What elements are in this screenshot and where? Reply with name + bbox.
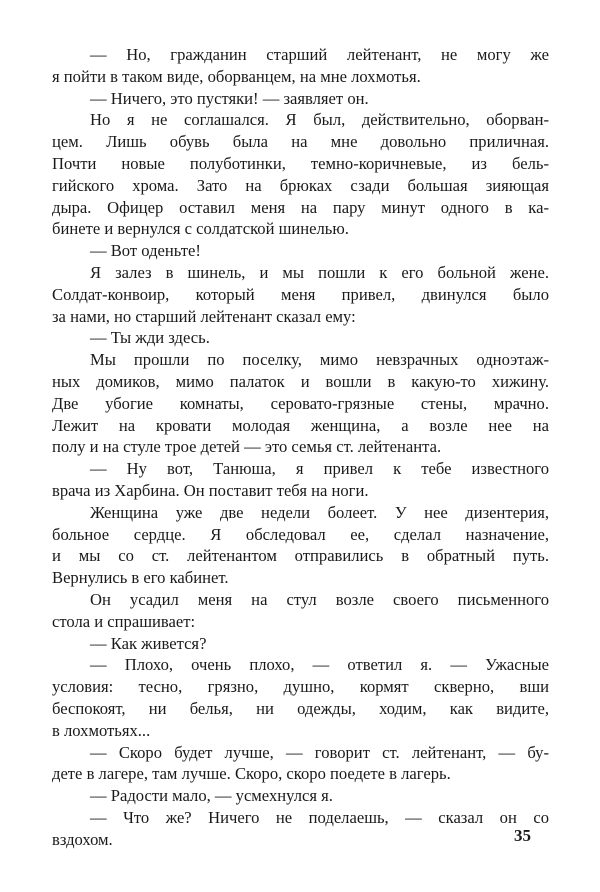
body-text bbox=[52, 44, 549, 850]
text-line: Женщина уже две недели болеет. У нее дизентерия, bbox=[90, 502, 549, 522]
text-line: дыра. Офицер оставил меня на пару минут одного в ка- bbox=[52, 197, 549, 217]
text-line: — Плохо, очень плохо, — ответил я. — Ужасные bbox=[90, 655, 549, 675]
text-line: больное сердце. Я обследовал ее, сделал назначение, bbox=[52, 524, 549, 544]
text-line: я пойти в таком виде, оборванцем, на мне лохмотья. bbox=[52, 66, 421, 86]
text-line: Он усадил меня на стул возле своего письменного bbox=[90, 589, 549, 609]
text-line: за нами, но старший лейтенант сказал ему: bbox=[52, 306, 356, 326]
text-line: и мы со ст. лейтенантом отправились в обратный путь. bbox=[52, 546, 549, 566]
text-line: Я залез в шинель, и мы пошли к его больной жене. bbox=[90, 262, 549, 282]
text-line: — Ничего, это пустяки! — заявляет он. bbox=[90, 88, 369, 108]
text-line: — Что же? Ничего не поделаешь, — сказал он со bbox=[90, 807, 549, 827]
text-line: цем. Лишь обувь была на мне довольно приличная. bbox=[52, 132, 549, 152]
text-line: — Скоро будет лучше, — говорит ст. лейтенант, — бу- bbox=[90, 742, 549, 762]
text-line: Две убогие комнаты, серовато-грязные стены, мрачно. bbox=[52, 393, 549, 413]
text-line: — Ну вот, Танюша, я привел к тебе известного bbox=[90, 459, 549, 479]
text-line: стола и спрашивает: bbox=[52, 611, 196, 631]
text-line: врача из Харбина. Он поставит тебя на ноги. bbox=[52, 480, 369, 500]
text-line: — Как живется? bbox=[90, 633, 207, 653]
text-line: Вернулись в его кабинет. bbox=[52, 568, 229, 588]
text-line: Но я не соглашался. Я был, действительно, оборван- bbox=[90, 110, 549, 130]
text-line: дете в лагере, там лучше. Скоро, скоро поедете в лагерь. bbox=[52, 764, 451, 784]
text-line: полу и на стуле трое детей — это семья ст. лейтенанта. bbox=[52, 437, 442, 457]
text-line: — Ты жди здесь. bbox=[90, 328, 210, 348]
text-line: — Вот оденьте! bbox=[90, 241, 201, 261]
text-line: в лохмотьях... bbox=[52, 720, 151, 740]
text-line: — Радости мало, — усмехнулся я. bbox=[90, 786, 333, 806]
text-line: Лежит на кровати молодая женщина, а возле нее на bbox=[52, 415, 549, 435]
text-line: — Но, гражданин старший лейтенант, не могу же bbox=[90, 45, 549, 64]
page-number: 35 bbox=[514, 826, 531, 845]
text-line: гийского хрома. Зато на брюках сзади большая зияющая bbox=[52, 175, 549, 195]
text-line: Солдат-конвоир, который меня привел, двинулся было bbox=[52, 284, 549, 304]
text-line: беспокоят, ни белья, ни одежды, ходим, как видите, bbox=[52, 698, 549, 718]
text-line: ных домиков, мимо палаток и вошли в какую-то хижину. bbox=[52, 371, 549, 391]
text-line: бинете и вернулся с солдатской шинелью. bbox=[52, 219, 349, 239]
text-line: вздохом. bbox=[52, 829, 113, 849]
text-line: Почти новые полуботинки, темно-коричневые, из бель- bbox=[52, 153, 549, 173]
text-line: условия: тесно, грязно, душно, кормят скверно, вши bbox=[52, 677, 549, 697]
text-line: Мы прошли по поселку, мимо невзрачных одноэтаж- bbox=[90, 350, 549, 370]
